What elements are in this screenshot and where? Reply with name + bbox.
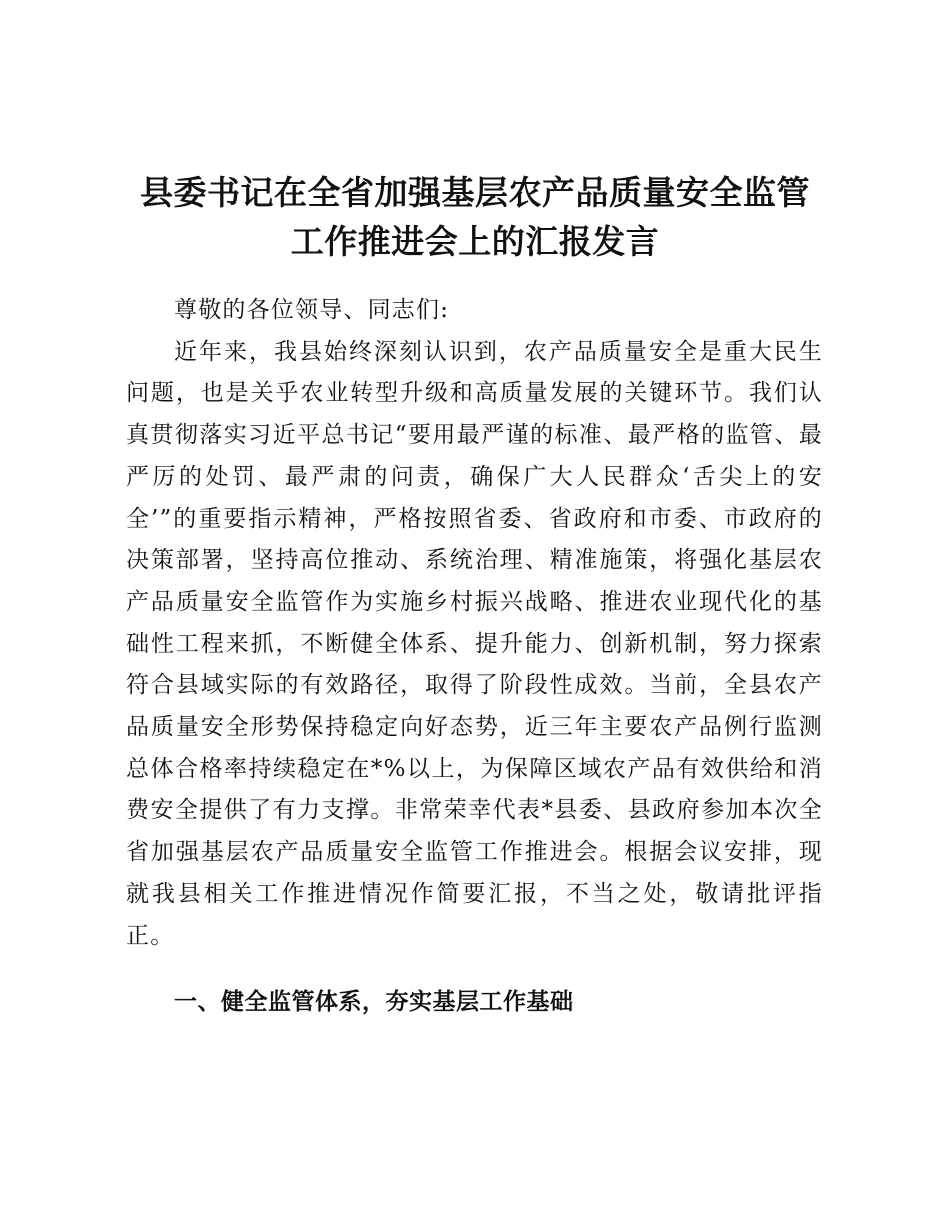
document-body — [126, 290, 823, 957]
intro-paragraph: 近年来，我县始终深刻认识到，农产品质量安全是重大民生问题，也是关乎农业转型升级和高质量发展的关键环节。我们认真贯彻落实习近平总书记“要用最严谨的标准、最严格的监管、最严厉的处罚、最严肃的问责，确保广大人民群众‘舌尖上的安全’”的重要指示精神，严格按照省委、省政府和市委、市政府的决策部署，坚持高位推动、系统治理、精准施策，将强化基层农产品质量安全监管作为实施乡村振兴战略、推进农业现代化的基础性工程来抓，不断健全体系、提升能力、创新机制，努力探索符合县域实际的有效路径，取得了阶段性成效。当前，全县农产品质量安全形势保持稳定向好态势，近三年主要农产品例行监测总体合格率持续稳定在*%以上，为保障区域农产品有效供给和消费安全提供了有力支撑。非常荣幸代表*县委、县政府参加本次全省加强基层农产品质量安全监管工作推进会。根据会议安排，现就我县相关工作推进情况作简要汇报，不当之处，敬请批评指正。 — [126, 338, 823, 949]
document-title-line-1: 县委书记在全省加强基层农产品质量安全监管 — [140, 173, 810, 212]
section-heading-1: 一、健全监管体系，夯实基层工作基础 — [174, 989, 574, 1015]
salutation: 尊敬的各位领导、同志们: — [174, 297, 450, 323]
document-title-line-2: 工作推进会上的汇报发言 — [290, 222, 660, 261]
